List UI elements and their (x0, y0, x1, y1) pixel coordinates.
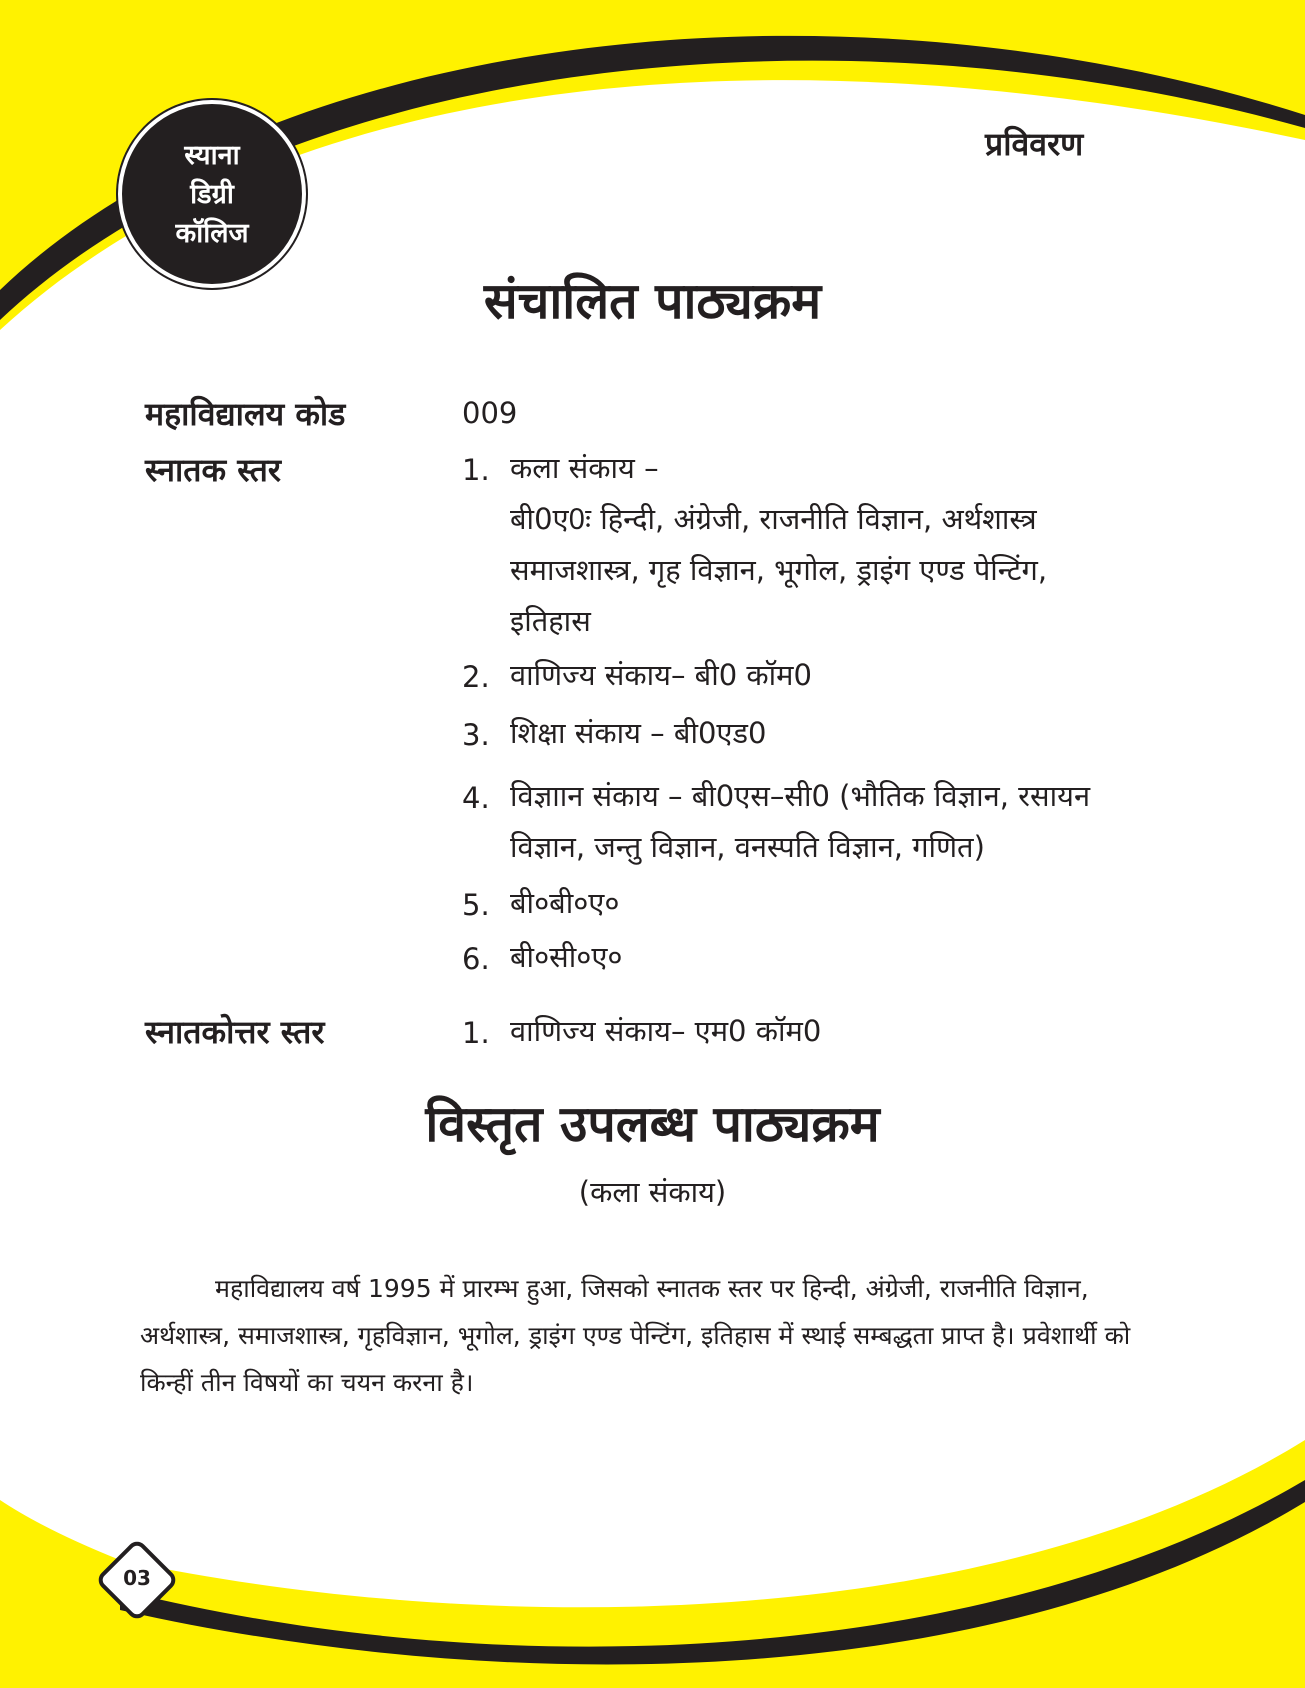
graduate-item-2-number: 2. (462, 660, 490, 694)
page-number: 03 (123, 1566, 151, 1590)
description-paragraph: महाविद्यालय वर्ष 1995 में प्रारम्भ हुआ, जिसको स्नातक स्तर पर हिन्दी, अंग्रेजी, राजनीति विज्ञान, अर्थशास्त्र, समाजशास्त्र, गृहविज्ञान, भूगोल, ड्राइंग एण्ड पेन्टिंग, इतिहास में स्थाई सम्बद्धता प्राप्त है। प्रवेशार्थी को किन्हीं तीन विषयों का चयन करना है। (140, 1274, 1131, 1397)
graduate-item-1-line-4: इतिहास (510, 604, 591, 638)
graduate-item-1-line-2: बी0ए0ः हिन्दी, अंग्रेजी, राजनीति विज्ञान, अर्थशास्त्र (510, 502, 1037, 536)
college-code-label: महाविद्यालय कोड (145, 395, 346, 433)
graduate-item-4-line-1: विज्ञाान संकाय – बी0एस–सी0 (भौतिक विज्ञान, रसायन (510, 779, 1091, 813)
graduate-item-5-text: बी०बी०ए० (510, 886, 620, 920)
graduate-item-3-number: 3. (462, 718, 490, 752)
section-title-courses: संचालित पाठ्यक्रम (483, 272, 822, 330)
graduate-item-6-number: 6. (462, 942, 490, 976)
graduate-item-3-text: शिक्षा संकाय – बी0एड0 (510, 716, 767, 750)
graduate-level-label: स्नातक स्तर (145, 451, 282, 489)
graduate-item-4-number: 4. (462, 781, 490, 815)
badge-line-3: कॉलिज (175, 217, 249, 249)
postgraduate-item-1-number: 1. (462, 1016, 490, 1050)
postgraduate-item-1-text: वाणिज्य संकाय– एम0 कॉम0 (510, 1014, 822, 1048)
graduate-item-1-number: 1. (462, 453, 490, 487)
graduate-item-1-line-3: समाजशास्त्र, गृह विज्ञान, भूगोल, ड्राइंग एण्ड पेन्टिंग, (510, 553, 1048, 587)
postgraduate-level-label: स्नातकोत्तर स्तर (145, 1013, 325, 1051)
graduate-item-5-number: 5. (462, 888, 490, 922)
section-subtitle-arts: (कला संकाय) (578, 1175, 727, 1209)
college-code-value: 009 (462, 396, 518, 430)
graduate-item-4-line-2: विज्ञान, जन्तु विज्ञान, वनस्पति विज्ञान, गणित) (510, 830, 985, 864)
graduate-item-6-text: बी०सी०ए० (510, 940, 623, 974)
section-title-detailed-courses: विस्तृत उपलब्ध पाठ्यक्रम (425, 1095, 880, 1153)
graduate-item-1-line-1: कला संकाय – (510, 451, 659, 485)
graduate-item-2-text: वाणिज्य संकाय– बी0 कॉम0 (510, 658, 812, 692)
college-badge (118, 100, 306, 288)
header-label: प्रविवरण (985, 125, 1084, 163)
badge-line-2: डिग्री (190, 178, 234, 210)
badge-line-1: स्याना (184, 139, 240, 171)
